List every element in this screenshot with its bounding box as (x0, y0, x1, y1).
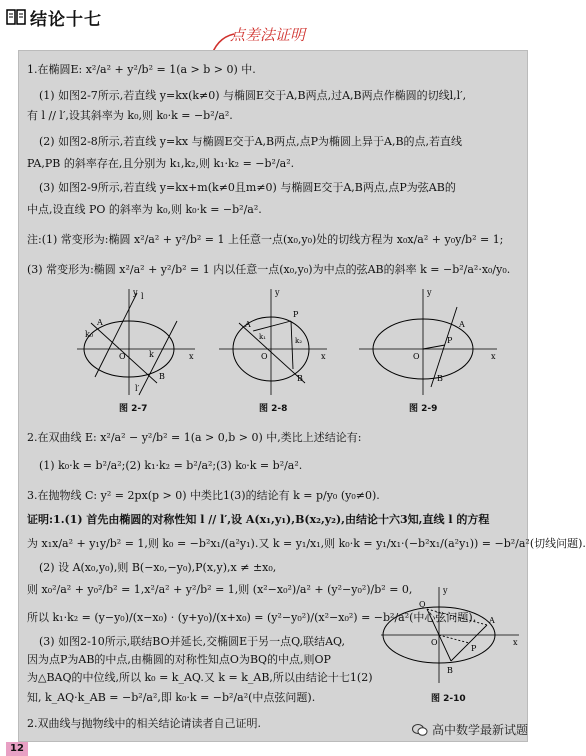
figure-2-9 (359, 287, 499, 397)
point-label: B (447, 666, 453, 675)
text-line: (3) 如图2-9所示,若直线 y=kx+m(k≠0且m≠0) 与椭圆E交于A,B两点,点P为弦AB的 (39, 181, 456, 194)
text-line: 1.在椭圆E: x²/a² + y²/b² = 1(a > b > 0) 中. (27, 63, 256, 76)
figure-caption: 图 2-7 (119, 404, 148, 414)
text-line: 则 x₀²/a² + y₀²/b² = 1,x²/a² + y²/b² = 1,则 (x²−x₀²)/a² + (y²−y₀²)/b² = 0, (27, 583, 413, 596)
text-line: (1) k₀·k = b²/a²;(2) k₁·k₂ = b²/a²;(3) k₀·k = b²/a². (39, 459, 303, 472)
axis-label: y (443, 586, 448, 595)
point-label: A (489, 616, 495, 625)
axis-label: x (321, 352, 326, 361)
wechat-icon (412, 723, 428, 737)
text-line: (2) 设 A(x₀,y₀),则 B(−x₀,−y₀),P(x,y),x ≠ ±x₀, (39, 561, 277, 574)
text-line: 2.在双曲线 E: x²/a² − y²/b² = 1(a > 0,b > 0) 中,类比上述结论有: (27, 431, 362, 444)
figure-2-10 (381, 585, 521, 685)
text-line: 注:(1) 常变形为:椭圆 x²/a² + y²/b² = 1 上任意一点(x₀,y₀)处的切线方程为 x₀x/a² + y₀y/b² = 1; (27, 233, 504, 246)
book-icon (6, 9, 26, 25)
line-label: l (141, 292, 144, 301)
text-line: PA,PB 的斜率存在,且分别为 k₁,k₂,则 k₁·k₂ = −b²/a². (27, 157, 295, 170)
text-line: 有 l // l′,设其斜率为 k₀,则 k₀·k = −b²/a². (27, 109, 233, 122)
text-line: 中点,设直线 PO 的斜率为 k₀,则 k₀·k = −b²/a². (27, 203, 262, 216)
section-header (6, 6, 102, 28)
page-number: 12 (6, 742, 28, 756)
handwritten-note: 点差法证明 (230, 26, 306, 44)
text-line: 3.在抛物线 C: y² = 2px(p > 0) 中类比1(3)的结论有 k = p/y₀ (y₀≠0). (27, 489, 380, 502)
text-line: 因为点P为AB的中点,由椭圆的对称性知点O为BQ的中点,则OP (27, 653, 331, 666)
watermark-text: 高中数学最新试题 (431, 723, 528, 737)
line-label: l′ (135, 384, 140, 393)
figure-2-7 (77, 287, 197, 397)
slope-label: k₀ (85, 330, 94, 339)
figure-caption: 图 2-10 (431, 694, 466, 704)
watermark (412, 721, 528, 738)
point-label: P (293, 310, 299, 319)
point-label: O (413, 352, 420, 361)
point-label: B (159, 372, 165, 381)
point-label: O (119, 352, 126, 361)
point-label: B (297, 374, 303, 383)
figure-caption: 图 2-9 (409, 404, 438, 414)
content-panel (18, 50, 586, 742)
slope-label: k₁ (259, 333, 267, 341)
axis-label: x (189, 352, 194, 361)
axis-label: x (513, 638, 518, 647)
text-line: (1) 如图2-7所示,若直线 y=kx(k≠0) 与椭圆E交于A,B两点,过A,B两点作椭圆的切线l,l′, (39, 89, 467, 102)
point-label: P (471, 644, 477, 653)
point-label: B (437, 374, 443, 383)
text-line: (3) 常变形为:椭圆 x²/a² + y²/b² = 1 内以任意一点(x₀,y₀)为中点的弦AB的斜率 k = −b²/a²·x₀/y₀. (27, 263, 511, 276)
slope-label: k (149, 350, 154, 359)
text-line: 为△BAQ的中位线,所以 k₀ = k_AQ.又 k = k_AB,所以由结论十七1(2) (27, 671, 373, 684)
axis-label: y (275, 288, 280, 297)
point-label: O (261, 352, 268, 361)
slope-label: k₂ (295, 337, 303, 345)
text-line: 为 x₁x/a² + y₁y/b² = 1,则 k₀ = −b²x₁/(a²y₁).又 k = y₁/x₁,则 k₀·k = y₁/x₁·(−b²x₁/(a²y₁)) = −b²/a²(切线问题). (27, 537, 586, 550)
text-line: (2) 如图2-8所示,若直线 y=kx 与椭圆E交于A,B两点,点P为椭圆上异于A,B的点,若直线 (39, 135, 463, 148)
point-label: O (431, 638, 438, 647)
axis-label: x (491, 352, 496, 361)
text-line: 所以 k₁·k₂ = (y−y₀)/(x−x₀) · (y+y₀)/(x+x₀) = (y²−y₀²)/(x²−x₀²) = −b²/a²(中心弦问题). (27, 611, 477, 624)
section-title: 结论十七 (30, 9, 102, 30)
point-label: P (447, 336, 453, 345)
figure-2-8 (219, 287, 329, 397)
axis-label: y (133, 288, 138, 297)
point-label: A (245, 320, 251, 329)
axis-label: y (427, 288, 432, 297)
point-label: Q (419, 600, 426, 609)
point-label: A (97, 318, 103, 327)
text-line: (3) 如图2-10所示,联结BO并延长,交椭圆E于另一点Q,联结AQ, (39, 635, 345, 648)
point-label: A (459, 320, 465, 329)
text-line: 知, k_AQ·k_AB = −b²/a²,即 k₀·k = −b²/a²(中点弦问题). (27, 691, 316, 704)
text-line: 证明:1.(1) 首先由椭圆的对称性知 l // l′,设 A(x₁,y₁),B(x₂,y₂),由结论十六3知,直线 l 的方程 (27, 513, 490, 526)
text-line: 2.双曲线与抛物线中的相关结论请读者自己证明. (27, 717, 261, 730)
figure-caption: 图 2-8 (259, 404, 288, 414)
